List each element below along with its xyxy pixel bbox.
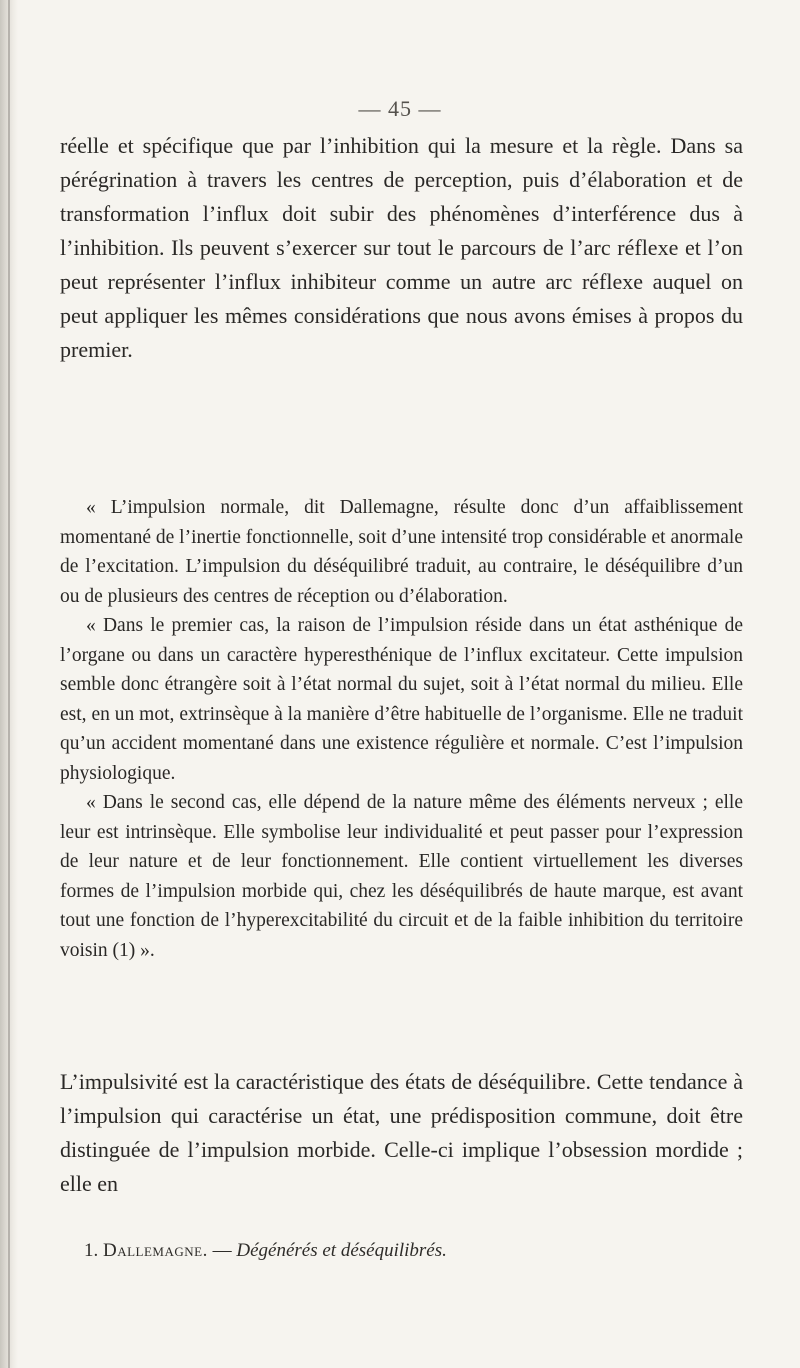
footnote xyxy=(60,1238,743,1264)
footnote-number: 1. xyxy=(84,1240,99,1261)
page-number: — 45 — xyxy=(358,96,442,121)
footnote-author: Dallemagne. xyxy=(103,1240,208,1261)
footnote-title: Dégénérés et déséquilibrés. xyxy=(236,1240,447,1261)
page-binding-line xyxy=(8,0,10,1368)
paragraph-inhibition: réelle et spécifique que par l’inhibition qui la mesure et la règle. Dans sa pérégrination à travers les centres de perception, puis d’élaboration et de transformation l’influx doit subir des phénomènes d’interférence dus à l’inhibition. Ils peuvent s’exercer sur tout le parcours de l’arc réflexe et l’on peut représenter l’influx inhibiteur comme un autre arc réflexe auquel on peut appliquer les mêmes considérations que nous avons émises à propos du premier. xyxy=(60,133,743,362)
quotation-block xyxy=(60,493,743,965)
paragraph-impulsivity: L’impulsivité est la caractéristique des états de déséquilibre. Cette tendance à l’impulsion qui caractérise un état, une prédisposition commune, doit être distinguée de l’impulsion morbide. Celle-ci implique l’obsession mordide ; elle en xyxy=(60,1069,743,1196)
body-text-bottom xyxy=(60,1065,743,1201)
footnote-dash: — xyxy=(207,1240,237,1261)
quote-paragraph-second-case: « Dans le second cas, elle dépend de la nature même des éléments nerveux ; elle leur est intrinsèque. Elle symbolise leur individualité et peut passer pour l’expression de leur nature et de leur fonctionnement. Elle contient virtuellement les diverses formes de l’impulsion morbide qui, chez les déséquilibrés de haute marque, est avant tout une fonction de l’hyperexcitabilité du circuit et de la faible inhibition du territoire voisin (1) ». xyxy=(60,792,743,961)
quote-paragraph-normal-impulse: « L’impulsion normale, dit Dallemagne, résulte donc d’un affaiblissement momentané de l’inertie fonctionnelle, soit d’une intensité trop considérable et anormale de l’excitation. L’impulsion du déséquilibré traduit, au contraire, le déséquilibre d’un ou de plusieurs des centres de réception ou d’élaboration. xyxy=(60,497,743,607)
quote-paragraph-first-case: « Dans le premier cas, la raison de l’impulsion réside dans un état asthénique de l’organe ou dans un caractère hyperesthénique de l’influx excitateur. Cette impulsion semble donc étrangère soit à l’état normal du sujet, soit à l’état normal du milieu. Elle est, en un mot, extrinsèque à la manière d’être habituelle de l’organisme. Elle ne traduit qu’un accident momentané dans une existence régulière et normale. C’est l’impulsion physiologique. xyxy=(60,615,743,784)
body-text-top xyxy=(60,129,743,367)
